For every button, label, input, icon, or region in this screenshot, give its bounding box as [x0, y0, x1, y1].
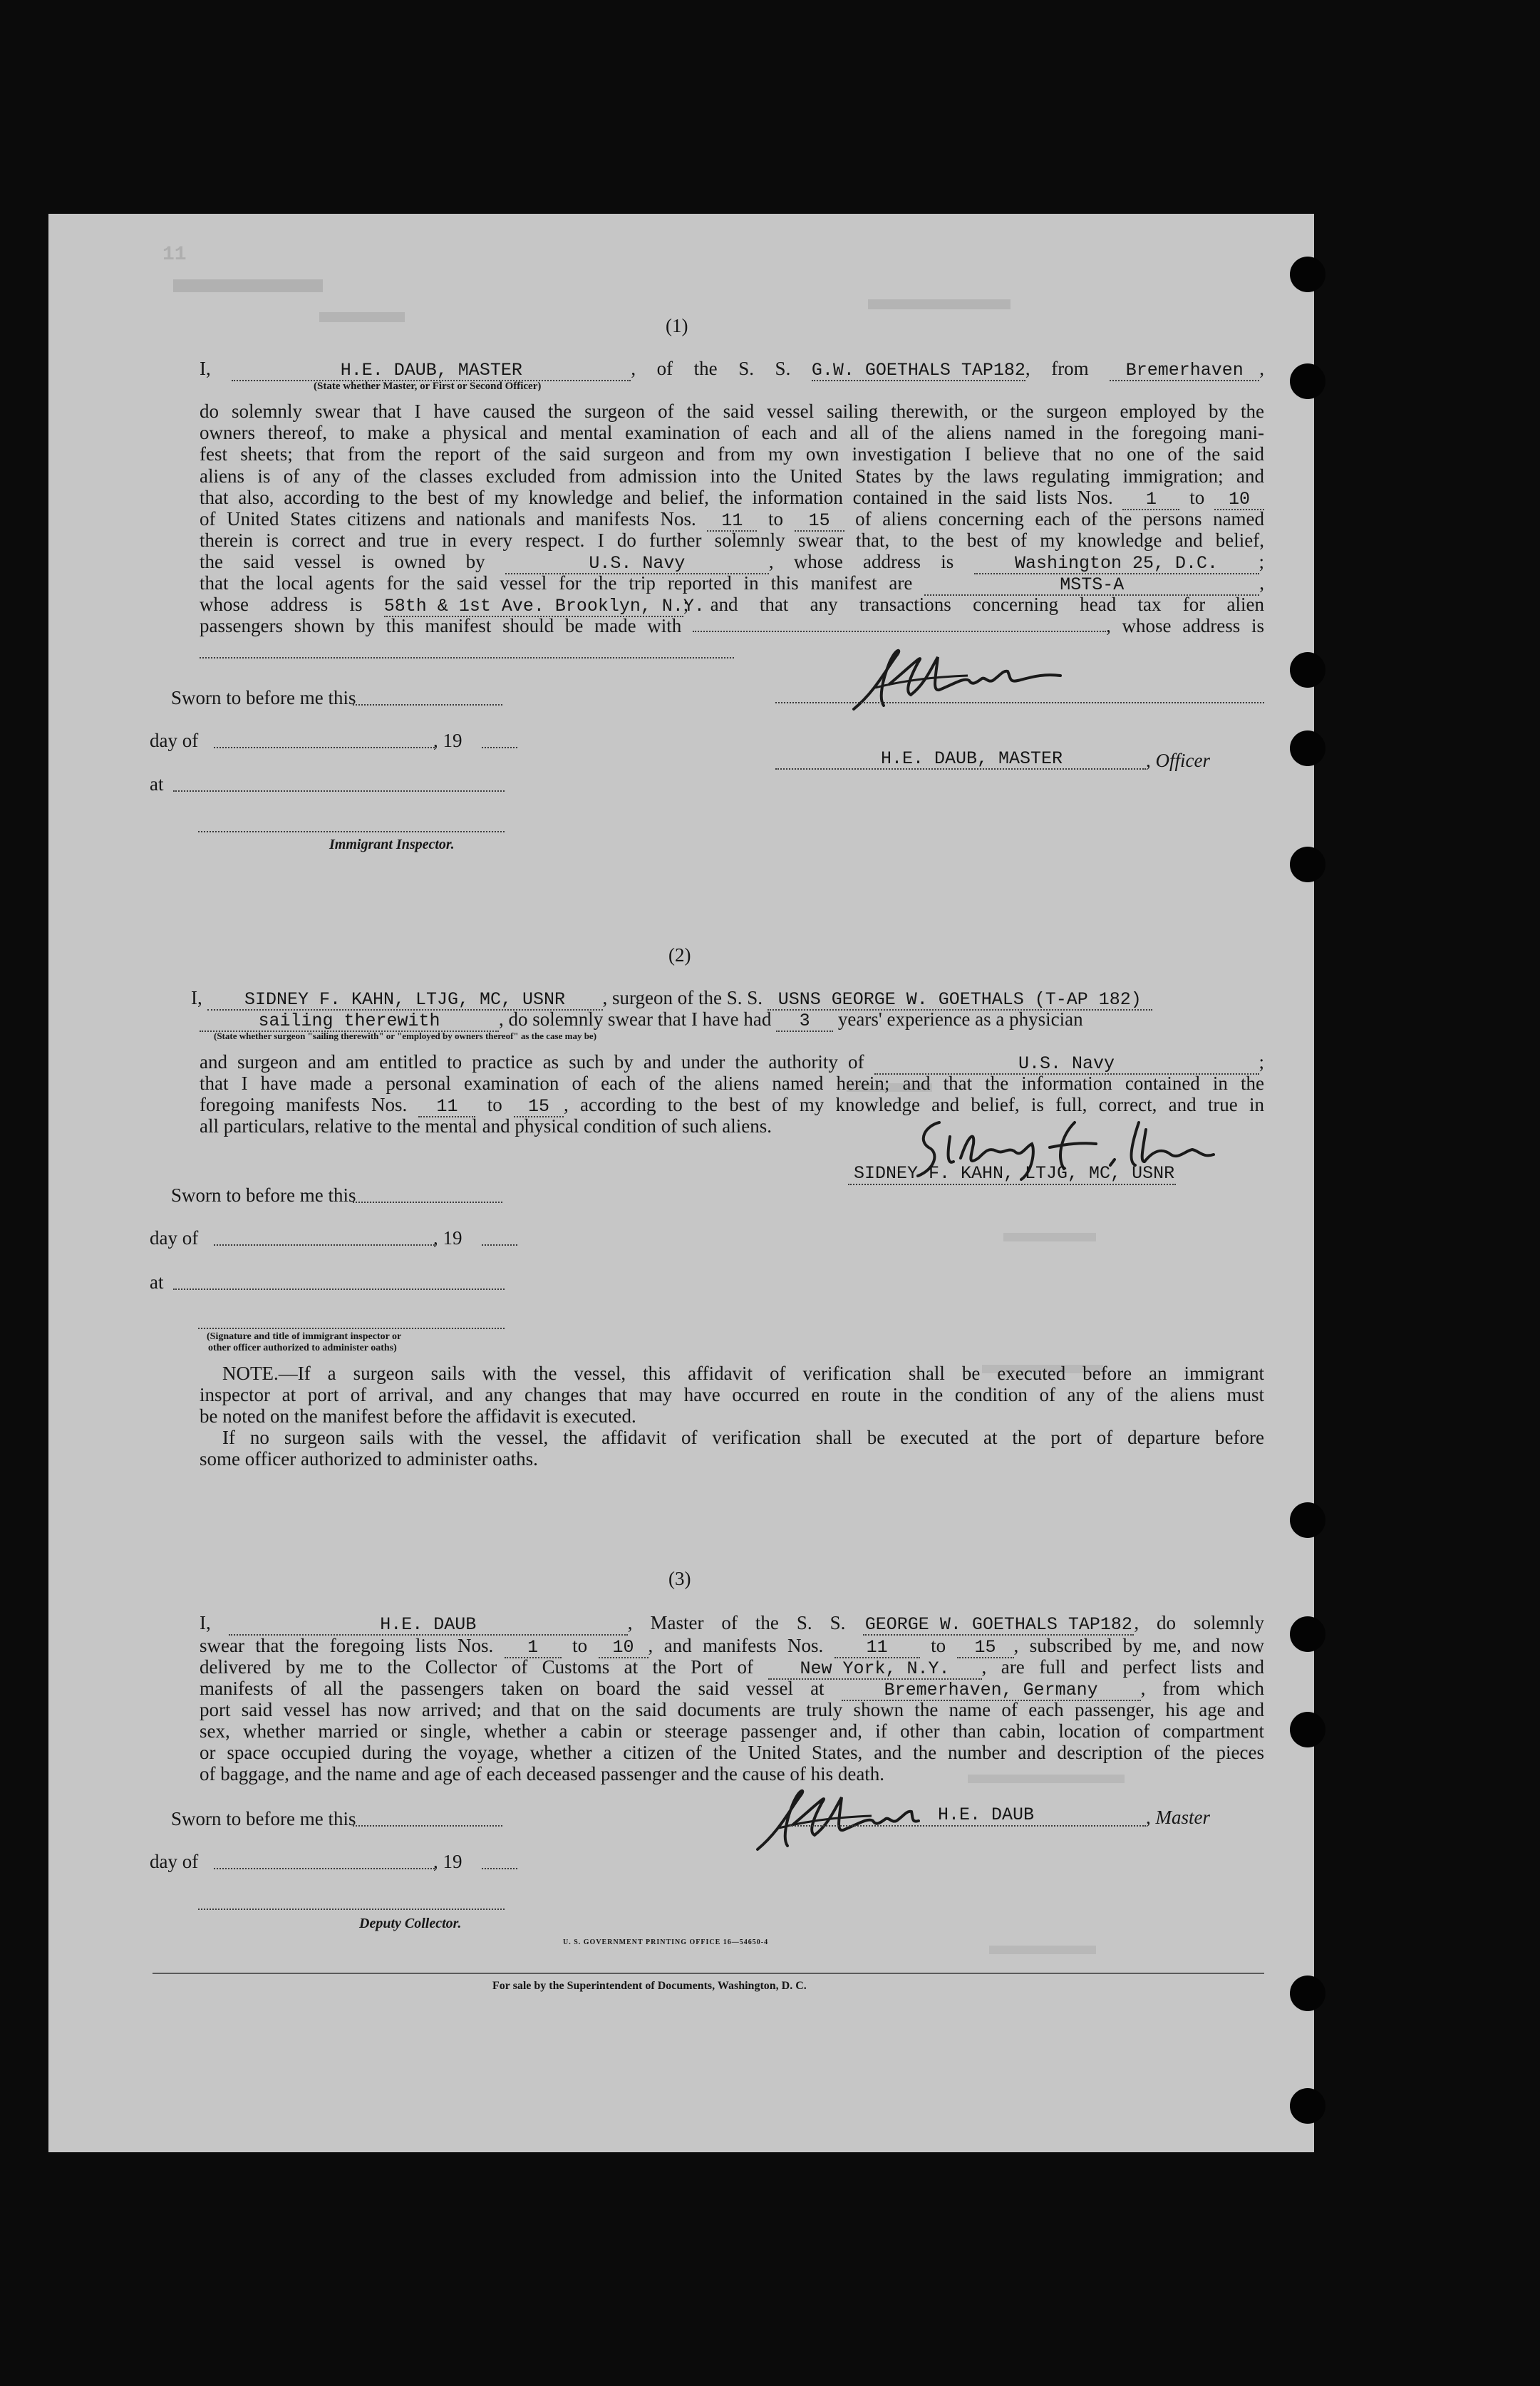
label-text: , Master of the S. S. [627, 1612, 846, 1633]
binder-hole [1290, 257, 1325, 292]
body-text: the said vessel is owned by [200, 551, 485, 572]
body-text: , are full and perfect lists and [981, 1656, 1264, 1678]
section-2-number: (2) [668, 944, 691, 966]
section-3-line-6: sex, whether married or single, whether a cabin or steerage passenger and, if other than cabin, location of compartment [200, 1720, 1264, 1742]
bleed-through-mark: 11 [162, 244, 187, 266]
sworn-date-line [353, 1202, 502, 1203]
sworn-label-1: Sworn to before me this [171, 687, 356, 708]
manifest-affidavit-sheet [48, 214, 1314, 2152]
master-line [790, 1825, 1146, 1827]
note-line-5: some officer authorized to administer oaths. [200, 1448, 538, 1470]
note-line-2: inspector at port of arrival, and any changes that may have occurred en route in the condition of any of the aliens must [200, 1384, 1264, 1405]
section-1-line-3: owners thereof, to make a physical and mental examination of each and all of the aliens named in the foregoing mani- [200, 422, 1264, 443]
label-text: to [487, 1094, 502, 1115]
body-text: , do solemnly [1134, 1612, 1265, 1633]
surgeon-line [848, 1184, 1176, 1185]
lists-to-field: 10 [1214, 490, 1264, 510]
official-signature-line [198, 1328, 505, 1329]
label-text: to [768, 508, 783, 530]
body-text: , according to the best of my knowledge and belief, is full, correct, and true in [564, 1094, 1265, 1115]
day-of-label-2: day of [150, 1227, 199, 1249]
officer-label: , Officer [1146, 750, 1210, 771]
section-2-line-3: and surgeon and am entitled to practice as such by and under the authority of U.S. Navy ; [200, 1051, 1265, 1074]
lists-from-field: 1 [505, 1638, 562, 1658]
section-1-line-5: aliens is of any of the classes excluded from admission into the United States by the laws regulating immigration; and [200, 465, 1264, 487]
body-text: , do solemnly swear that I have had [499, 1008, 772, 1030]
label-text: , and manifests Nos. [648, 1635, 824, 1656]
month-line [214, 1244, 435, 1246]
section-2-line-2 [200, 1008, 1083, 1032]
body-text: swear that the foregoing lists Nos. [200, 1635, 494, 1656]
sailing-note: (State whether surgeon "sailing therewith" or "employed by owners thereof" as the case may be) [214, 1031, 597, 1041]
departure-port-field: Bremerhaven [1110, 361, 1259, 381]
bleed-through-mark [989, 1946, 1096, 1954]
body-text: , subscribed by me, and now [1013, 1635, 1265, 1656]
year-line [482, 1868, 517, 1869]
binder-hole [1290, 1712, 1325, 1747]
blank-address-line [200, 657, 734, 659]
agent-address-field: 58th & 1st Ave. Brooklyn, N.Y. [383, 596, 705, 616]
section-3-line-3 [200, 1656, 1264, 1680]
master-signature [847, 641, 1132, 720]
binder-hole [1290, 1502, 1325, 1538]
month-line [214, 1868, 435, 1869]
body-text: passengers shown by this manifest should be made with [200, 615, 682, 636]
bleed-through-mark [173, 279, 323, 292]
label-text: to [572, 1635, 588, 1656]
binder-hole [1290, 730, 1325, 766]
master-signature-2 [750, 1782, 964, 1860]
section-2-line-1 [191, 987, 1152, 1011]
vessel-name-field: GEORGE W. GOETHALS TAP182 [863, 1616, 1134, 1636]
section-1-line-9: the said vessel is owned by U.S. Navy , whose address is Washington 25, D.C. ; [200, 551, 1265, 574]
body-text: foregoing manifests Nos. [200, 1094, 408, 1115]
bleed-through-mark [319, 312, 405, 322]
binder-hole [1290, 847, 1325, 882]
signature-caption-2: other officer authorized to administer oaths) [208, 1343, 397, 1353]
sworn-label-2: Sworn to before me this [171, 1184, 356, 1206]
agents-field: MSTS-A [924, 576, 1259, 596]
manifests-from-field: 11 [834, 1638, 920, 1658]
sale-notice: For sale by the Superintendent of Documents, Washington, D. C. [492, 1980, 807, 1992]
section-3-line-1 [200, 1612, 1264, 1636]
sworn-label-3: Sworn to before me this [171, 1808, 356, 1829]
section-1-line-12 [200, 615, 1264, 636]
section-2-line-6: all particulars, relative to the mental and physical condition of such aliens. [200, 1115, 772, 1137]
collector-signature-line [198, 1909, 505, 1910]
section-1-line-11 [200, 594, 1264, 617]
bleed-through-mark [968, 1775, 1125, 1783]
at-label-1: at [150, 773, 164, 795]
sailing-status-field: sailing therewith [200, 1012, 499, 1032]
section-1-line-1: I, H.E. DAUB, MASTER , of the S. S. G.W. GOETHALS TAP182, from Bremerhaven , [200, 358, 1264, 381]
year-label-3: , 19 [433, 1851, 462, 1872]
vessel-name-field: G.W. GOETHALS TAP182 [811, 360, 1025, 381]
year-line [482, 747, 517, 748]
label-text: to [931, 1635, 946, 1656]
month-line [214, 747, 435, 748]
section-3-line-5: port said vessel has now arrived; and that on the said documents are truly shown the name of each passenger, his age and [200, 1699, 1264, 1720]
label-text: to [1189, 487, 1205, 508]
role-note: (State whether Master, or First or Second Officer) [314, 381, 542, 392]
surgeon-typed-name: SIDNEY F. KAHN, LTJG, MC, USNR [854, 1163, 1175, 1184]
note-line-4: If no surgeon sails with the vessel, the affidavit of verification shall be executed at the port of departure before [222, 1427, 1264, 1448]
year-line [482, 1244, 517, 1246]
manifests-to-field: 15 [514, 1098, 564, 1117]
note-text: —If a surgeon sails with the vessel, this affidavit of verification shall be executed before an immigrant [278, 1363, 1264, 1384]
bleed-through-mark [1003, 1233, 1096, 1241]
section-1-line-10: that the local agents for the said vessel for the trip reported in this manifest are MSTS-A , [200, 572, 1265, 595]
manifests-from-field: 11 [707, 512, 757, 532]
year-label-2: , 19 [433, 1227, 462, 1249]
section-3-line-7: or space occupied during the voyage, whether a citizen of the United States, and the number and description of the pieces [200, 1742, 1264, 1763]
body-text: of aliens concerning each of the persons named [855, 508, 1265, 530]
sworn-date-line [353, 704, 502, 706]
gpo-imprint: U. S. GOVERNMENT PRINTING OFFICE 16—54650-4 [563, 1938, 769, 1946]
note-line-1 [222, 1363, 1264, 1384]
binder-hole [1290, 1976, 1325, 2011]
label-text: , surgeon of the S. S. [602, 987, 763, 1008]
body-text: of United States citizens and nationals and manifests Nos. [200, 508, 696, 530]
master-typed-name: H.E. DAUB [938, 1804, 1035, 1825]
body-text: whose address is [200, 594, 363, 615]
intro-text: I, [200, 1612, 211, 1633]
lists-to-field: 10 [599, 1638, 648, 1658]
place-line [173, 790, 505, 792]
binder-hole [1290, 363, 1325, 399]
body-text: delivered by me to the Collector of Customs at the Port of [200, 1656, 754, 1678]
note-label: NOTE. [222, 1363, 279, 1384]
body-text: that the local agents for the said vessel for the trip reported in this manifest are [200, 572, 913, 594]
head-tax-contact-field [693, 631, 1106, 632]
manifests-to-field: 15 [957, 1638, 1014, 1658]
surgeon-name-field: SIDNEY F. KAHN, LTJG, MC, USNR [207, 991, 603, 1011]
body-text: ; and that any transactions concerning head tax for alien [683, 594, 1264, 615]
body-text: and surgeon and am entitled to practice as such by and under the authority of [200, 1051, 864, 1073]
lists-from-field: 1 [1122, 490, 1179, 510]
authority-field: U.S. Navy [874, 1055, 1259, 1075]
body-text: years' experience as a physician [837, 1008, 1083, 1030]
master-name-field: H.E. DAUB, MASTER [232, 361, 631, 381]
year-label-1: , 19 [433, 730, 462, 751]
footer-rule [153, 1973, 1264, 1974]
collector-caption: Deputy Collector. [359, 1916, 462, 1931]
body-text: that also, according to the best of my knowledge and belief, the information contained in the said lists Nos. [200, 487, 1113, 508]
body-text: , from which [1140, 1678, 1264, 1699]
label-text: , whose address is [1106, 615, 1264, 636]
label-text: , of the S. S. [631, 358, 791, 379]
section-1-line-4: fest sheets; that from the report of the said surgeon and from my own investigation I believe that no one of the said [200, 443, 1264, 465]
day-of-label-1: day of [150, 730, 199, 751]
owner-address-field: Washington 25, D.C. [974, 554, 1259, 574]
section-1-line-8: therein is correct and true in every respect. I do further solemnly swear that, to the best of my knowledge and belief, [200, 530, 1264, 551]
binder-hole [1290, 1616, 1325, 1652]
officer-line [775, 768, 1146, 770]
years-field: 3 [776, 1012, 833, 1032]
at-label-2: at [150, 1271, 164, 1293]
signature-caption-1: (Signature and title of immigrant inspector or [207, 1331, 402, 1342]
section-1-line-6 [200, 487, 1264, 510]
bleed-through-mark [868, 299, 1011, 309]
label-text: , whose address is [768, 551, 954, 572]
arrival-port-field: New York, N.Y. [768, 1660, 982, 1680]
vessel-name-field: USNS GEORGE W. GOETHALS (T-AP 182) [768, 991, 1152, 1011]
section-1-line-2: do solemnly swear that I have caused the surgeon of the said vessel sailing therewith, or the surgeon employed by the [200, 401, 1264, 422]
section-1-number: (1) [666, 315, 688, 336]
manifests-to-field: 15 [795, 512, 844, 532]
signature-line [775, 702, 1264, 703]
body-text: manifests of all the passengers taken on board the said vessel at [200, 1678, 825, 1699]
section-3-number: (3) [668, 1568, 691, 1589]
master-label: , Master [1146, 1807, 1210, 1828]
inspector-caption: Immigrant Inspector. [329, 837, 455, 852]
section-3-line-4 [200, 1678, 1264, 1701]
master-name-field: H.E. DAUB [229, 1616, 628, 1636]
owner-field: U.S. Navy [505, 554, 769, 574]
sworn-date-line [353, 1825, 502, 1827]
section-1-line-7 [200, 508, 1264, 532]
section-3-line-8: of baggage, and the name and age of each deceased passenger and the cause of his death. [200, 1763, 885, 1785]
intro-text: I, [191, 987, 202, 1008]
day-of-label-3: day of [150, 1851, 199, 1872]
section-2-line-4: that I have made a personal examination of each of the aliens named herein; and that the information contained in the [200, 1073, 1264, 1094]
officer-typed-name: H.E. DAUB, MASTER [881, 748, 1063, 769]
intro-text: I, [200, 358, 211, 379]
place-line [173, 1288, 505, 1290]
departure-field: Bremerhaven, Germany [842, 1681, 1141, 1701]
binder-hole [1290, 652, 1325, 688]
note-line-3: be noted on the manifest before the affidavit is executed. [200, 1405, 636, 1427]
binder-hole [1290, 2088, 1325, 2124]
manifests-from-field: 11 [418, 1098, 475, 1117]
label-text: , from [1025, 358, 1089, 379]
section-3-line-2 [200, 1635, 1264, 1658]
inspector-signature-line [198, 831, 505, 832]
